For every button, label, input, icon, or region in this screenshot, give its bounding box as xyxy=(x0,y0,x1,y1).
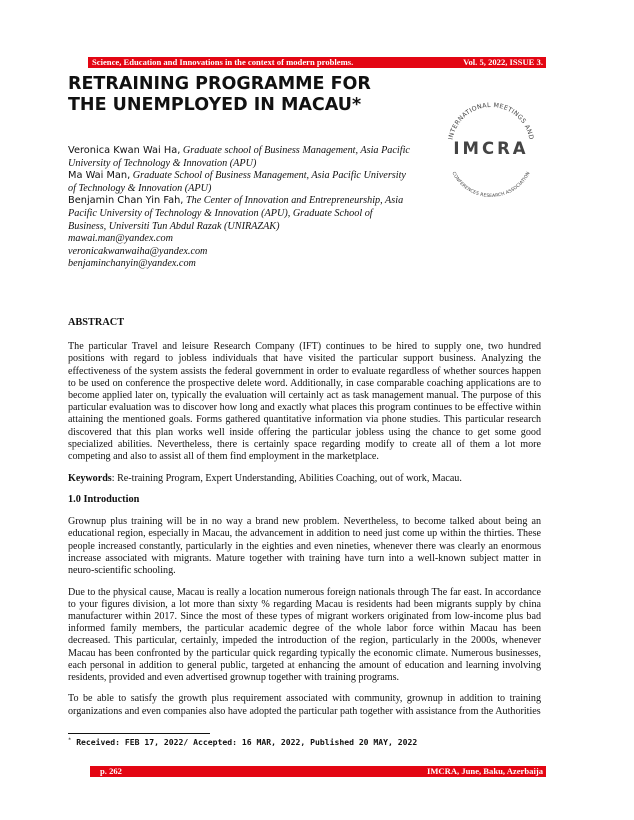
footnote-text: Received: FEB 17, 2022/ Accepted: 16 MAR, 2022, Published 20 MAY, 2022 xyxy=(76,737,418,747)
journal-name: Science, Education and Innovations in the context of modern problems. xyxy=(92,57,354,67)
svg-text:CONFERENCES RESEARCH ASSOCIATI xyxy=(450,171,531,198)
svg-text:INTERNATIONAL MEETINGS AND xyxy=(448,102,535,141)
keywords xyxy=(68,473,541,485)
publisher-info: IMCRA, June, Baku, Azerbaija xyxy=(426,766,543,776)
paragraph: Grownup plus training will be in no way a brand new problem. Nevertheless, to become talked about being an educational region, especially in Macau, the advancement in addition to need just come up within the thirties. These people increased constantly, particularly in the eighties and even nineties, whenever there was clearly an enormous increase associated with migrants. Mature together with training have turn into a well-known subject matter in neuro-scientific schooling. xyxy=(68,516,541,577)
footnote-mark: * xyxy=(68,737,72,744)
volume-issue: Vol. 5, 2022, ISSUE 3. xyxy=(463,57,543,67)
email-link[interactable]: veronicakwanwaiha@yandex.com xyxy=(68,245,208,257)
paper-title: RETRAINING PROGRAMME FOR THE UNEMPLOYED IN MACAU* xyxy=(68,74,371,115)
imcra-logo-graphic xyxy=(436,96,546,198)
email-link[interactable]: mawai.man@yandex.com xyxy=(68,233,173,245)
logo-center-text: IMCRA xyxy=(453,139,529,158)
logo-ring-bottom: CONFERENCES RESEARCH ASSOCIATION xyxy=(450,171,532,198)
author-name: Veronica Kwan Wai Ha, xyxy=(68,145,181,156)
author-entry xyxy=(68,195,413,233)
author-name: Ma Wai Man, xyxy=(68,170,131,182)
abstract-text: The particular Travel and leisure Research Company (IFT) continues to be hired to supply one, two hundred positions with regard to jobless individuals that have visited the particular support business. Analyzing the effectiveness of the system assists the federal government in order to evaluate regardless of whether sources happen to be used on conference the prospective delete word. Additionally, in case comparable coaching applications are to become applied later on, typically the evaluation will certainly act as task management manual. The purpose of this particular evaluation was to discover how long and exactly what places this program continues to be effective within attaining the mentioned goals. Forms gathered quantitative information via phone studies. This particular research discovered that this plan works well inside offering the particular jobless using the chance to get some good specialized abilities. Nevertheless, there is certainly space regarding modify to create all of them a lot more competing and also to assist all of them find employment in the marketplace. xyxy=(68,341,541,463)
author-affiliation: The Center of Innovation and Entrepreneurship, Asia Pacific University of Technology & Innovation (APU), Graduate School of Business, Universiti Tun Abdul Razak (UNIRAZAK) xyxy=(68,195,404,232)
page-footer-bar xyxy=(90,766,546,777)
logo-ring-top: INTERNATIONAL MEETINGS AND xyxy=(447,101,535,141)
footnote-divider xyxy=(68,733,210,734)
keywords-text: : Re-training Program, Expert Understanding, Abilities Coaching, out of work, Macau. xyxy=(111,472,462,484)
author-block xyxy=(68,145,413,271)
paragraph: To be able to satisfy the growth plus requirement associated with community, grownup in addition to training organizations and even companies also have adopted the particular path together with assistance from the Authorities xyxy=(68,693,541,717)
author-affiliation: Graduate school of Business Management, Asia Pacific University of Technology & Innovation (APU) xyxy=(68,145,410,169)
paragraph: Due to the physical cause, Macau is really a location numerous foreign nationals through The far east. In accordance to your figures division, a lot more than sixty % regarding Macau is residents had been migrants supply by china manufacturer within 2017. Since the most of these types of migrant workers originated from low-income plus bad informed family members, the particular academic degree of the whole labor force within Macau has been decreased. This particular, certainly, impeded the introduction of the region, particularly in the 2000s, whenever Macau has been confronted by the particular quick regarding typically the economic climate. Numerous businesses, each personal in addition to general public, targeted at enhancing the amount of education and learning involving residents, provided and even advertised grownup together with training programs. xyxy=(68,586,541,683)
author-entry xyxy=(68,145,413,170)
author-affiliation: Graduate School of Business Management, Asia Pacific University of Technology & Innovation (APU) xyxy=(68,170,406,194)
footnote xyxy=(68,737,417,747)
author-name: Benjamin Chan Yin Fah, xyxy=(68,195,184,207)
author-entry xyxy=(68,170,413,195)
section-heading: 1.0 Introduction xyxy=(68,494,140,506)
abstract-heading: ABSTRACT xyxy=(68,317,125,328)
imcra-logo xyxy=(436,96,546,198)
keywords-label: Keywords xyxy=(68,472,112,484)
article-body xyxy=(68,317,541,727)
journal-header-bar xyxy=(88,57,546,68)
page-number: p. 262 xyxy=(100,766,122,776)
email-link[interactable]: benjaminchanyin@yandex.com xyxy=(68,258,196,270)
